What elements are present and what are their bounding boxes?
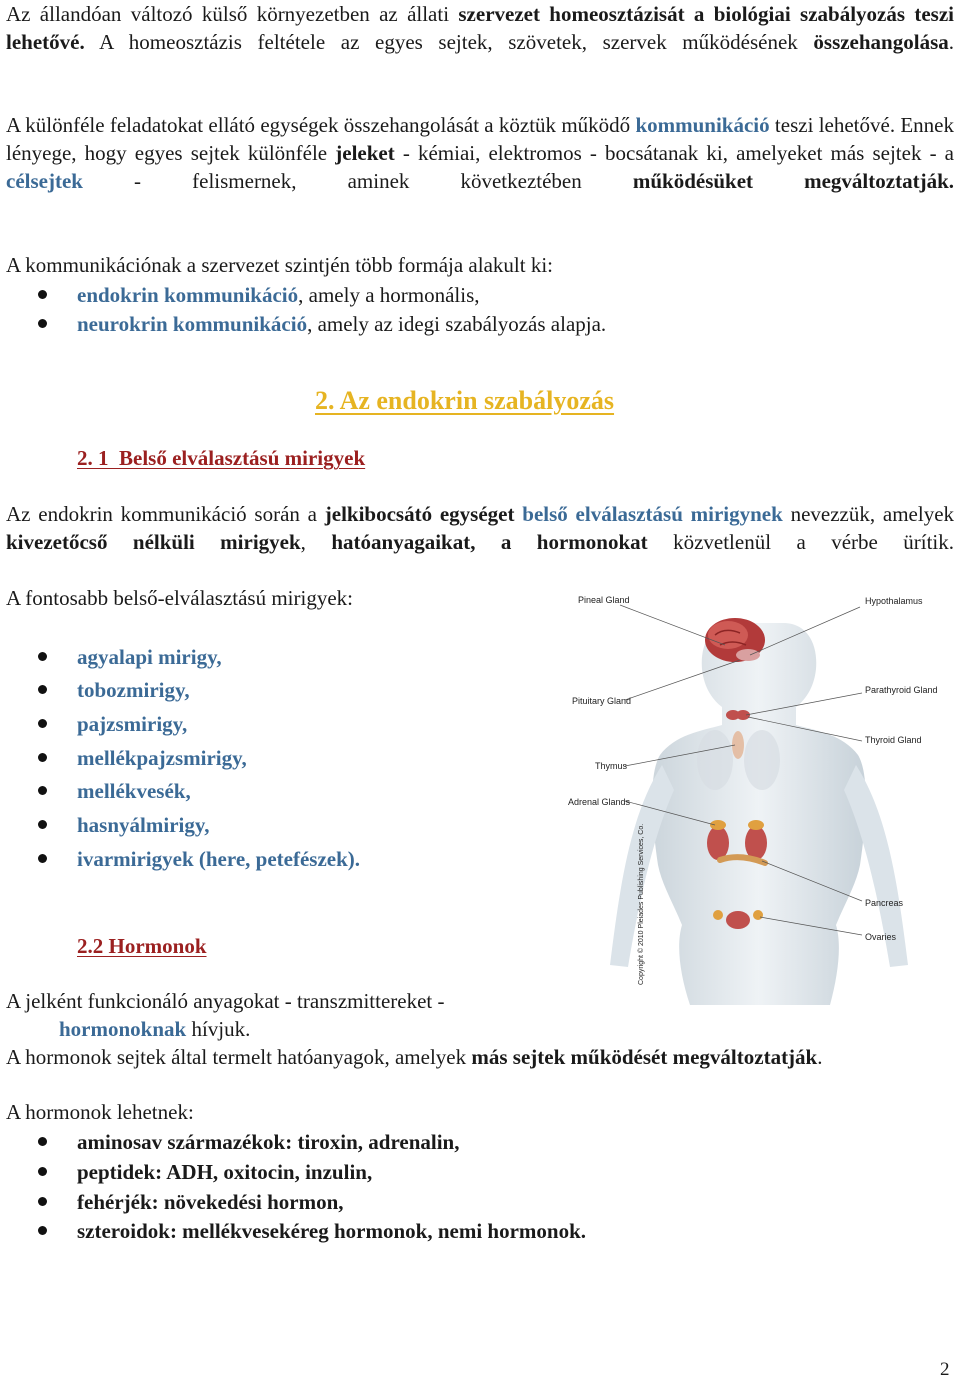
intro-p2-b: kommunikáció <box>635 113 770 137</box>
bullet-icon <box>38 753 47 762</box>
bullet-icon <box>38 652 47 661</box>
label-thyroid: Thyroid Gland <box>865 735 922 745</box>
p4-i: közvetlenül a vérbe ürítik. <box>647 530 955 554</box>
bullet-icon <box>38 685 47 694</box>
intro-paragraph-2 <box>6 111 954 195</box>
intro-p1-a: Az állandóan változó külső környezetben az állati <box>6 2 459 26</box>
figure-copyright: Copyright © 2010 Pleiades Publishing Services, Co. <box>638 823 645 985</box>
intro-p1-b: szervezet homeosztázisát a biológiai szabályozás teszi lehetővé. <box>6 2 954 54</box>
subsection-title-2: 2.2 Hormonok <box>77 934 207 958</box>
label-pancreas: Pancreas <box>865 898 904 908</box>
intro-p2-e: - kémiai, elektromos - bocsátanak ki, amelyeket más sejtek - a <box>394 141 954 165</box>
label-adrenal: Adrenal Glands <box>568 797 631 807</box>
gland-item: tobozmirigy, <box>77 678 190 702</box>
gland-item: ivarmirigyek (here, petefészek). <box>77 847 361 871</box>
intro-paragraph-1 <box>6 0 954 56</box>
label-thymus: Thymus <box>595 761 628 771</box>
brain-icon <box>705 618 765 662</box>
bullet-icon <box>38 786 47 795</box>
p4-a: Az endokrin kommunikáció során a <box>6 502 325 526</box>
subsection-title-1: 2. 1 Belső elválasztású mirigyek <box>77 446 366 470</box>
intro-p2-d: jeleket <box>335 141 395 165</box>
bullet-icon <box>38 290 47 299</box>
intro-p2-f: célsejtek <box>6 169 83 193</box>
p4-b: jelkibocsátó egységet <box>324 502 515 526</box>
hormones-paragraph <box>6 1043 822 1071</box>
intro-p2-c: teszi lehetővé. Ennek lényege, hogy egyes sejtek különféle <box>6 113 954 165</box>
glands-intro: A fontosabb belső-elválasztású mirigyek: <box>6 586 354 610</box>
gland-item: hasnyálmirigy, <box>77 813 210 837</box>
p4-f: kivezetőcső nélküli mirigyek <box>6 530 301 554</box>
endocrine-glands-illustration <box>550 585 950 1005</box>
label-pineal: Pineal Gland <box>578 595 630 605</box>
intro-p1-e: . <box>948 30 954 54</box>
hormones-def-line2 <box>59 1015 250 1043</box>
bullet-icon <box>38 854 47 863</box>
form-rest: , amely az idegi szabályozás alapja. <box>307 312 607 336</box>
intro-p2-a: A különféle feladatokat ellátó egységek összehangolását a köztük működő <box>6 113 636 137</box>
gland-item: pajzsmirigy, <box>77 712 188 736</box>
gland-item: agyalapi mirigy, <box>77 645 222 669</box>
label-parathyroid: Parathyroid Gland <box>865 685 938 695</box>
intro-paragraph-3: A kommunikációnak a szervezet szintjén több formája alakult ki: <box>6 253 553 277</box>
p7-b: más sejtek működését megváltoztatják <box>471 1045 818 1069</box>
bullet-icon <box>38 820 47 829</box>
bullet-icon <box>38 1226 47 1235</box>
label-hypothalamus: Hypothalamus <box>865 596 923 606</box>
hormone-item: aminosav származékok: tiroxin, adrenalin, <box>77 1130 460 1154</box>
p7-a: A hormonok sejtek által termelt hatóanyagok, amelyek <box>6 1045 472 1069</box>
section-title: 2. Az endokrin szabályozás <box>315 386 615 415</box>
p6-c: hívjuk. <box>186 1017 251 1041</box>
hormones-types-intro: A hormonok lehetnek: <box>6 1100 194 1124</box>
endocrine-paragraph <box>6 500 954 556</box>
form-term: neurokrin kommunikáció <box>77 312 308 336</box>
body-silhouette <box>610 623 908 1005</box>
bullet-icon <box>38 719 47 728</box>
p6-b: hormonoknak <box>59 1017 187 1041</box>
hormones-def-line1: A jelként funkcionáló anyagokat - transzmittereket - <box>6 989 445 1013</box>
intro-p1-c: A homeosztázis feltétele az egyes sejtek, szövetek, szervek működésének <box>84 30 814 54</box>
intro-p2-h: működésüket megváltoztatják. <box>632 169 954 193</box>
hormone-item: szteroidok: mellékvesekéreg hormonok, nemi hormonok. <box>77 1219 587 1243</box>
p4-d: belső elválasztású mirigynek <box>522 502 783 526</box>
intro-p1-d: összehangolása <box>813 30 949 54</box>
gland-item: mellékpajzsmirigy, <box>77 746 247 770</box>
page-number: 2 <box>940 1359 950 1380</box>
bullet-icon <box>38 1167 47 1176</box>
label-pituitary: Pituitary Gland <box>572 696 632 706</box>
form-rest: , amely a hormonális, <box>298 283 480 307</box>
p4-g: , <box>300 530 332 554</box>
hormone-item: fehérjék: növekedési hormon, <box>77 1190 344 1214</box>
p4-e: nevezzük, amelyek <box>782 502 955 526</box>
form-term: endokrin kommunikáció <box>77 283 299 307</box>
intro-p2-g: - felismernek, aminek következtében <box>82 169 633 193</box>
hormone-item: peptidek: ADH, oxitocin, inzulin, <box>77 1160 373 1184</box>
p4-h: hatóanyagaikat, a hormonokat <box>331 530 648 554</box>
bullet-icon <box>38 319 47 328</box>
p7-c: . <box>817 1045 823 1069</box>
bullet-icon <box>38 1137 47 1146</box>
gland-item: mellékvesék, <box>77 779 191 803</box>
bullet-icon <box>38 1197 47 1206</box>
label-ovaries: Ovaries <box>865 932 897 942</box>
endocrine-glands-figure <box>550 585 950 1005</box>
